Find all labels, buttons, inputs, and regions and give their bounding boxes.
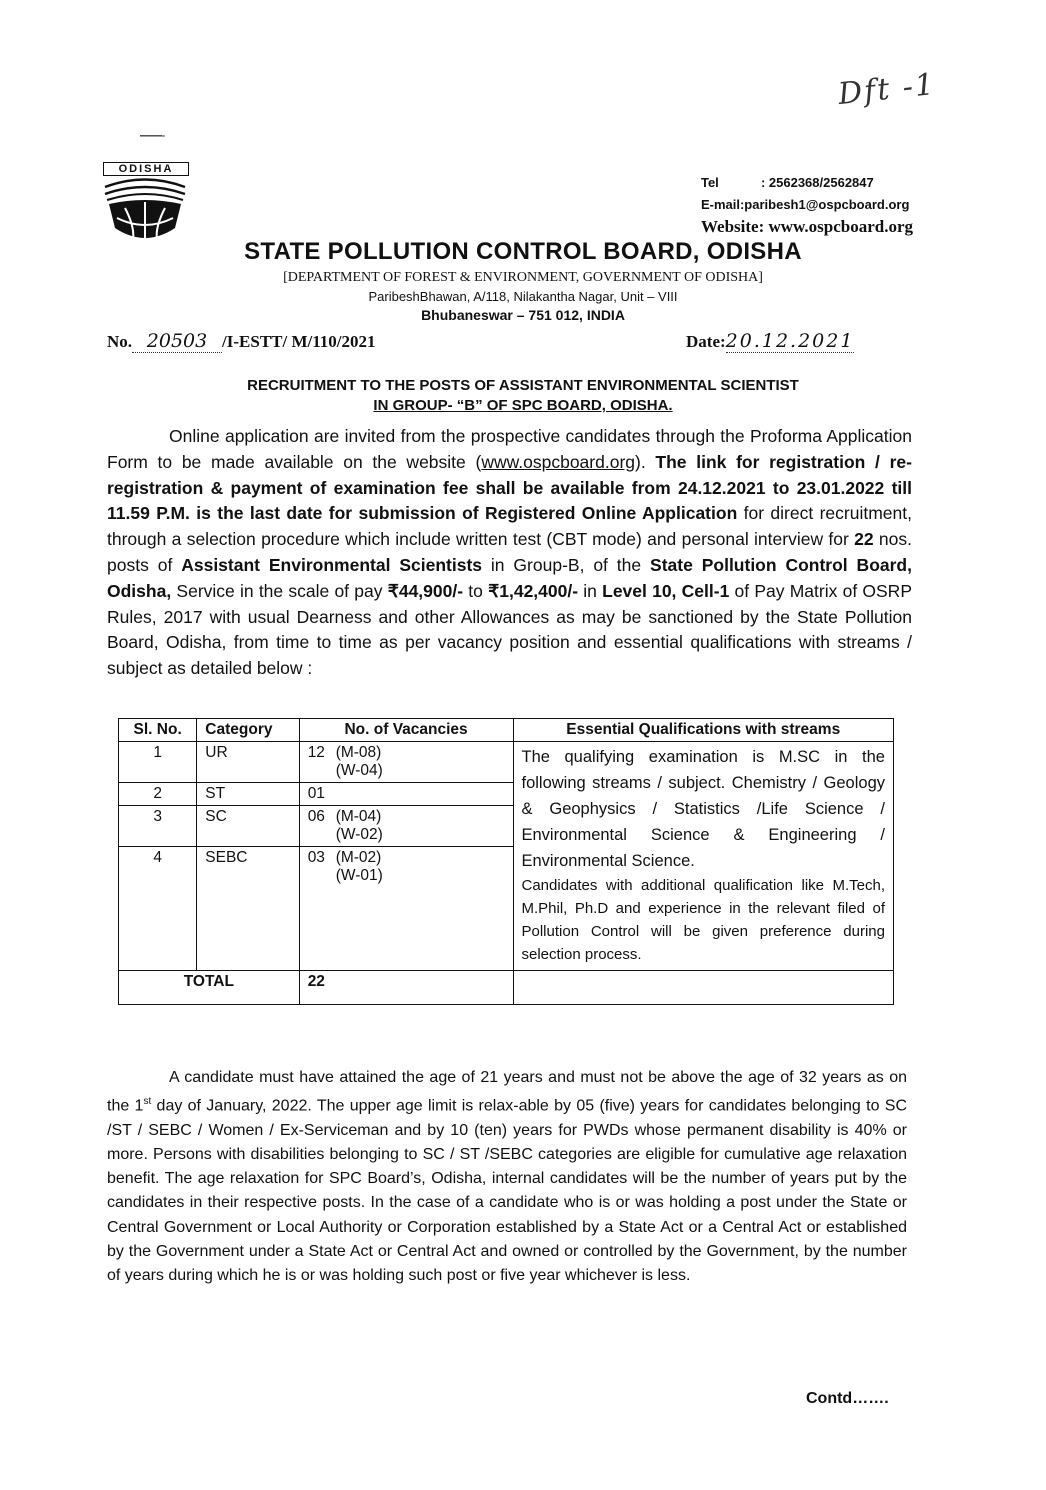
sl-cell: 3	[119, 806, 197, 847]
vacancy-men: (M-08)	[335, 744, 382, 761]
vacancy-cell	[299, 783, 513, 806]
sl-cell: 4	[119, 847, 197, 971]
table-total-row	[119, 971, 894, 1005]
vacancy-count: 01	[307, 785, 325, 802]
total-value: 22	[299, 971, 513, 1005]
table-row	[119, 742, 894, 783]
vacancy-table	[118, 718, 894, 1005]
date-handwritten: 20.12.2021	[725, 330, 855, 352]
qualification-cell	[513, 742, 894, 971]
empty-cell	[513, 971, 894, 1005]
city-line: Bhubaneswar – 751 012, INDIA	[421, 307, 625, 323]
email: E-mail:paribesh1@ospcboard.org	[700, 197, 910, 212]
vacancy-count: 12	[307, 744, 325, 761]
vacancy-men: (M-02)	[335, 849, 382, 866]
department-line: [DEPARTMENT OF FOREST & ENVIRONMENT, GOVERNMENT OF ODISHA]	[283, 270, 763, 285]
text: ).	[635, 451, 656, 472]
text: day of January, 2022. The upper age limit is relax-able by 05 (five) years for candidates belonging to SC /ST / SEBC / Women / Ex-Serviceman and by 10 (ten) years for PWDs whose permanent disability is 40% or more. Persons with disabilities belonging to SC / ST /SEBC categories are eligible for cumulative age relaxation benefit. The age relaxation for SPC Board’s, Odisha, internal candidates will be the number of years put by the candidates in their respective posts. In the case of a candidate who is or was holding a post under the State or Central Government or Local Authority or Corporation established by a State Act or a Central Act or established by the Government under a State Act or Central Act and owned or controlled by the Government, by the number of years during which he is or was holding such post or five year whichever is less.	[107, 1097, 907, 1284]
text: nos. posts of	[107, 529, 912, 575]
text: of Pay Matrix of OSRP Rules, 2017 with usual Dearness and other Allowances as may be sanctioned by the State Pollution Board, Odisha, from time to time as per vacancy position and essential qualifications with streams / subject as detailed below :	[107, 580, 912, 679]
bold-text: ₹44,900/-	[387, 580, 464, 601]
letter-date	[686, 330, 854, 352]
vacancy-men: (M-04)	[335, 808, 382, 825]
vacancy-count: 06	[307, 808, 325, 825]
continued-note: Contd…….	[806, 1390, 889, 1407]
odisha-logo	[95, 132, 195, 252]
category-cell: UR	[197, 742, 299, 783]
website-link[interactable]: www.ospcboard.org	[481, 451, 636, 472]
bold-text: 22	[854, 529, 874, 550]
category-cell: SC	[197, 806, 299, 847]
text: A candidate must have attained the age of 21 years and must not be above the age of 32 years as on the 1	[107, 1069, 907, 1115]
logo-label: ODISHA	[103, 162, 189, 176]
vacancy-count: 03	[307, 849, 325, 866]
vacancy-women: (W-04)	[335, 762, 383, 779]
handwritten-mark: Dft -1	[836, 66, 938, 113]
globe-emblem-icon	[95, 132, 195, 252]
department-address	[0, 268, 1046, 325]
bold-text: Assistant Environmental Scientists	[181, 554, 483, 575]
tel-label: Tel	[700, 175, 719, 190]
table-header-row	[119, 719, 894, 742]
contact-block	[701, 172, 913, 238]
text: Online application are invited from the prospective candidates through the Proforma Application Form to be made available on the website (	[107, 426, 912, 472]
intro-paragraph	[107, 424, 912, 682]
heading-line-2: IN GROUP- “B” OF SPC BOARD, ODISHA.	[373, 397, 673, 414]
reference-number	[107, 330, 376, 353]
age-eligibility-paragraph	[107, 1066, 907, 1288]
vacancy-cell	[299, 806, 513, 847]
header-vacancies: No. of Vacancies	[299, 719, 513, 742]
website: Website: www.ospcboard.org	[700, 217, 913, 236]
vacancy-women: (W-02)	[335, 826, 383, 843]
category-cell: ST	[197, 783, 299, 806]
header-qualifications: Essential Qualifications with streams	[513, 719, 894, 742]
heading-line-1: RECRUITMENT TO THE POSTS OF ASSISTANT ENVIRONMENTAL SCIENTIST	[247, 377, 799, 394]
ref-label: No.	[107, 332, 133, 351]
tel-value: : 2562368/2562847	[760, 175, 874, 190]
vacancy-women: (W-01)	[335, 867, 383, 884]
qualification-main: The qualifying examination is M.SC in the following streams / subject. Chemistry / Geology & Geophysics / Statistics /Life Science / Environmental Science & Engineering / Environmental Science.	[521, 748, 885, 870]
text: in	[578, 580, 603, 601]
address-line: ParibeshBhawan, A/118, Nilakantha Nagar, Unit – VIII	[368, 289, 678, 304]
vacancy-cell	[299, 742, 513, 783]
date-label: Date:	[686, 332, 726, 351]
text: for direct recruitment, through a selection procedure which include written test (CBT mode) and personal interview for	[107, 503, 912, 550]
header-category: Category	[197, 719, 299, 742]
header-sl-no: Sl. No.	[119, 719, 197, 742]
vacancy-cell	[299, 847, 513, 971]
bold-text: The link for registration / re-registration & payment of examination fee shall be available from 24.12.2021 to 23.01.2022 till 11.59 P.M. is the last date for submission of Registered Online Application	[107, 451, 912, 524]
superscript: st	[143, 1096, 152, 1108]
bold-text: State Pollution Control Board, Odisha,	[107, 554, 912, 601]
text: to	[463, 580, 489, 601]
bold-text: ₹1,42,400/-	[488, 580, 579, 601]
text: Service in the scale of pay	[171, 580, 388, 601]
text: in Group-B, of the	[482, 554, 651, 575]
page-title: STATE POLLUTION CONTROL BOARD, ODISHA	[244, 238, 802, 265]
sl-cell: 2	[119, 783, 197, 806]
telephone	[701, 172, 913, 194]
ref-handwritten: 20503	[132, 330, 222, 353]
total-label: TOTAL	[119, 971, 300, 1005]
sl-cell: 1	[119, 742, 197, 783]
category-cell: SEBC	[197, 847, 299, 971]
notice-heading	[0, 376, 1046, 416]
ref-suffix: /I-ESTT/ M/110/2021	[222, 332, 376, 351]
qualification-note: Candidates with additional qualification like M.Tech, M.Phil, Ph.D and experience in the relevant filed of Pollution Control will be given preference during selection process.	[521, 877, 885, 963]
bold-text: Level 10, Cell-1	[602, 580, 730, 601]
